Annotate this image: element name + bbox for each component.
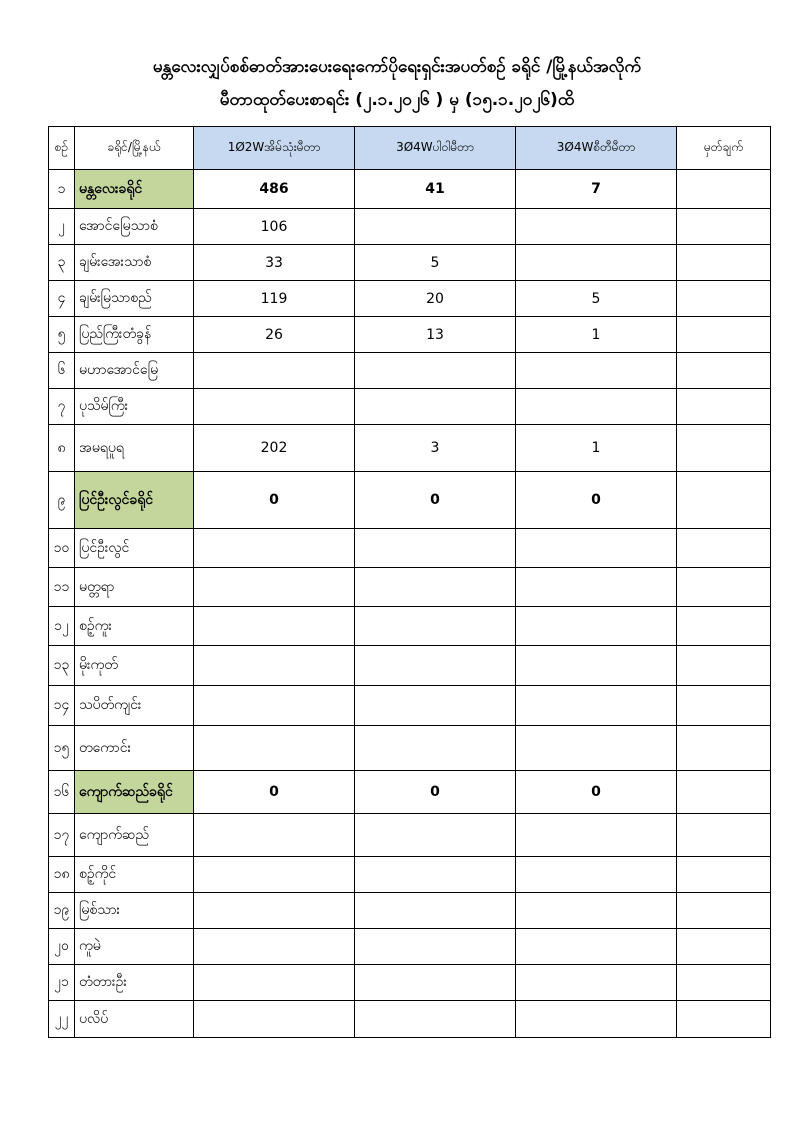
single-phase-meter-count: 486: [194, 170, 355, 209]
remark-cell: [677, 317, 771, 353]
ct-meter-count: [516, 965, 677, 1001]
row-name: ပုသိမ်ကြီး: [75, 389, 194, 425]
power-meter-count: 41: [355, 170, 516, 209]
remark-cell: [677, 170, 771, 209]
power-meter-count: [355, 929, 516, 965]
header-single-phase: 1Ø2Wအိမ်သုံးမီတာ: [194, 127, 355, 170]
power-meter-count: [355, 568, 516, 607]
power-meter-count: 5: [355, 245, 516, 281]
ct-meter-count: [516, 814, 677, 857]
single-phase-meter-count: [194, 1001, 355, 1038]
row-number: ၉: [49, 472, 75, 529]
row-number: ၂၀: [49, 929, 75, 965]
ct-meter-count: [516, 1001, 677, 1038]
township-row: [49, 317, 771, 353]
single-phase-meter-count: 106: [194, 209, 355, 245]
township-row: [49, 686, 771, 726]
row-name: တံတားဦး: [75, 965, 194, 1001]
row-number: ၁၄: [49, 686, 75, 726]
remark-cell: [677, 1001, 771, 1038]
header-name: ခရိုင်/မြို့နယ်: [75, 127, 194, 170]
row-name: အောင်မြေသာစံ: [75, 209, 194, 245]
single-phase-meter-count: 0: [194, 472, 355, 529]
power-meter-count: [355, 607, 516, 646]
header-ct-meter: 3Ø4Wစီတီမီတာ: [516, 127, 677, 170]
township-row: [49, 389, 771, 425]
document-subtitle: မီတာထုတ်ပေးစာရင်း (၂.၁.၂၀၂၆ ) မှ (၁၅.၁.၂၀၂၆)ထိ: [219, 90, 575, 110]
row-number: ၁၆: [49, 771, 75, 814]
row-name: သပိတ်ကျင်း: [75, 686, 194, 726]
township-row: [49, 726, 771, 771]
ct-meter-count: 1: [516, 317, 677, 353]
row-number: ၂၂: [49, 1001, 75, 1038]
single-phase-meter-count: [194, 893, 355, 929]
single-phase-meter-count: [194, 353, 355, 389]
single-phase-meter-count: [194, 646, 355, 686]
remark-cell: [677, 529, 771, 568]
row-number: ၂: [49, 209, 75, 245]
row-number: ၁၅: [49, 726, 75, 771]
power-meter-count: [355, 209, 516, 245]
township-row: [49, 607, 771, 646]
single-phase-meter-count: [194, 814, 355, 857]
ct-meter-count: [516, 389, 677, 425]
remark-cell: [677, 686, 771, 726]
row-name: မိုးကုတ်: [75, 646, 194, 686]
single-phase-meter-count: 119: [194, 281, 355, 317]
power-meter-count: 0: [355, 472, 516, 529]
district-row: [49, 170, 771, 209]
ct-meter-count: 0: [516, 472, 677, 529]
row-number: ၁၁: [49, 568, 75, 607]
row-number: ၇: [49, 389, 75, 425]
single-phase-meter-count: [194, 607, 355, 646]
township-row: [49, 646, 771, 686]
row-number: ၁၂: [49, 607, 75, 646]
power-meter-count: 20: [355, 281, 516, 317]
row-number: ၃: [49, 245, 75, 281]
remark-cell: [677, 209, 771, 245]
remark-cell: [677, 929, 771, 965]
township-row: [49, 893, 771, 929]
remark-cell: [677, 726, 771, 771]
power-meter-count: [355, 389, 516, 425]
power-meter-count: [355, 1001, 516, 1038]
remark-cell: [677, 472, 771, 529]
row-name: ပြင်ဦးလွင်ခရိုင်: [75, 472, 194, 529]
ct-meter-count: [516, 726, 677, 771]
header-remark: မှတ်ချက်: [677, 127, 771, 170]
row-name: ပြင်ဦးလွင်: [75, 529, 194, 568]
power-meter-count: 0: [355, 771, 516, 814]
ct-meter-count: [516, 929, 677, 965]
remark-cell: [677, 646, 771, 686]
row-number: ၁၀: [49, 529, 75, 568]
row-name: မန္တလေးခရိုင်: [75, 170, 194, 209]
row-name: မတ္တရာ: [75, 568, 194, 607]
single-phase-meter-count: 26: [194, 317, 355, 353]
header-row: [49, 127, 771, 170]
township-row: [49, 209, 771, 245]
ct-meter-count: [516, 893, 677, 929]
power-meter-count: [355, 965, 516, 1001]
ct-meter-count: [516, 686, 677, 726]
row-name: စဉ့်ကူး: [75, 607, 194, 646]
remark-cell: [677, 893, 771, 929]
ct-meter-count: [516, 353, 677, 389]
row-number: ၈: [49, 425, 75, 472]
ct-meter-count: [516, 529, 677, 568]
row-name: ကူမဲ: [75, 929, 194, 965]
power-meter-count: [355, 726, 516, 771]
row-number: ၁၇: [49, 814, 75, 857]
row-name: ပြည်ကြီးတံခွန်: [75, 317, 194, 353]
district-row: [49, 472, 771, 529]
ct-meter-count: 5: [516, 281, 677, 317]
ct-meter-count: 7: [516, 170, 677, 209]
row-number: ၅: [49, 317, 75, 353]
ct-meter-count: [516, 209, 677, 245]
power-meter-count: 13: [355, 317, 516, 353]
row-name: မဟာအောင်မြေ: [75, 353, 194, 389]
remark-cell: [677, 281, 771, 317]
single-phase-meter-count: [194, 726, 355, 771]
row-name: ချမ်းအေးသာစံ: [75, 245, 194, 281]
remark-cell: [677, 965, 771, 1001]
power-meter-count: [355, 353, 516, 389]
meter-table: [48, 126, 771, 1038]
row-name: ကျောက်ဆည်ခရိုင်: [75, 771, 194, 814]
header-no: စဉ်: [49, 127, 75, 170]
row-number: ၁၈: [49, 857, 75, 893]
power-meter-count: [355, 686, 516, 726]
single-phase-meter-count: 202: [194, 425, 355, 472]
remark-cell: [677, 771, 771, 814]
row-number: ၆: [49, 353, 75, 389]
row-name: မြစ်သား: [75, 893, 194, 929]
township-row: [49, 814, 771, 857]
single-phase-meter-count: [194, 389, 355, 425]
single-phase-meter-count: [194, 857, 355, 893]
ct-meter-count: [516, 245, 677, 281]
township-row: [49, 529, 771, 568]
ct-meter-count: [516, 568, 677, 607]
single-phase-meter-count: [194, 686, 355, 726]
single-phase-meter-count: [194, 568, 355, 607]
row-name: ကျောက်ဆည်: [75, 814, 194, 857]
township-row: [49, 281, 771, 317]
power-meter-count: [355, 893, 516, 929]
row-name: ချမ်းမြသာစည်: [75, 281, 194, 317]
ct-meter-count: [516, 607, 677, 646]
remark-cell: [677, 857, 771, 893]
district-row: [49, 771, 771, 814]
row-number: ၁: [49, 170, 75, 209]
row-name: စဉ့်ကိုင်: [75, 857, 194, 893]
remark-cell: [677, 425, 771, 472]
header-power-meter: 3Ø4Wပါဝါမီတာ: [355, 127, 516, 170]
power-meter-count: [355, 857, 516, 893]
ct-meter-count: 1: [516, 425, 677, 472]
remark-cell: [677, 568, 771, 607]
ct-meter-count: [516, 646, 677, 686]
single-phase-meter-count: [194, 929, 355, 965]
ct-meter-count: [516, 857, 677, 893]
row-number: ၁၃: [49, 646, 75, 686]
remark-cell: [677, 607, 771, 646]
single-phase-meter-count: [194, 965, 355, 1001]
row-name: အမရပူရ: [75, 425, 194, 472]
single-phase-meter-count: 0: [194, 771, 355, 814]
power-meter-count: [355, 529, 516, 568]
power-meter-count: 3: [355, 425, 516, 472]
power-meter-count: [355, 814, 516, 857]
remark-cell: [677, 353, 771, 389]
ct-meter-count: 0: [516, 771, 677, 814]
row-number: ၂၁: [49, 965, 75, 1001]
document-title: မန္တလေးလျှပ်စစ်ဓာတ်အားပေးရေးကော်ပိုရေးရှင်းအပတ်စဉ် ခရိုင် /မြို့နယ်အလိုက်: [152, 57, 642, 77]
remark-cell: [677, 245, 771, 281]
row-number: ၁၉: [49, 893, 75, 929]
township-row: [49, 245, 771, 281]
row-name: ပလိပ်: [75, 1001, 194, 1038]
single-phase-meter-count: 33: [194, 245, 355, 281]
remark-cell: [677, 389, 771, 425]
township-row: [49, 425, 771, 472]
power-meter-count: [355, 646, 516, 686]
row-number: ၄: [49, 281, 75, 317]
single-phase-meter-count: [194, 529, 355, 568]
township-row: [49, 568, 771, 607]
remark-cell: [677, 814, 771, 857]
township-row: [49, 929, 771, 965]
township-row: [49, 353, 771, 389]
township-row: [49, 965, 771, 1001]
township-row: [49, 857, 771, 893]
row-name: တကောင်း: [75, 726, 194, 771]
township-row: [49, 1001, 771, 1038]
